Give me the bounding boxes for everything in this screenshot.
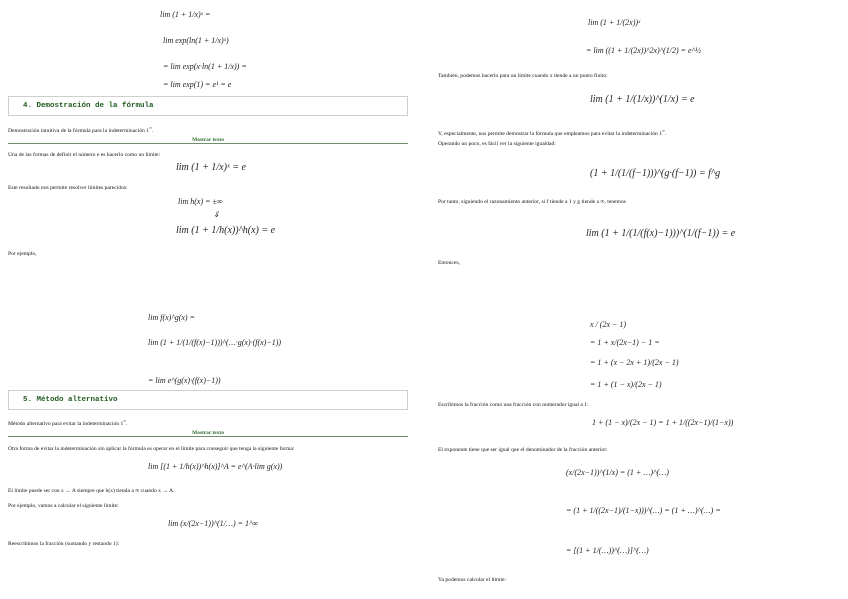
section4-p3: Por ejemplo, [8, 251, 37, 257]
section4-eq2b: ⇓ [213, 210, 220, 219]
section5-p1: Otra forma de evitar la indeterminación sin aplicar la fórmula es operar en el límite para conseguir que tenga la siguiente forma: [8, 446, 295, 452]
section-heading-4: 4. Demostración de la fórmula [8, 96, 408, 116]
section5-p2: El límite puede ser con x → A siempre que h(x) tienda a ∞ cuando x → A. [8, 488, 175, 494]
left-column [8, 0, 408, 599]
right-eq-mid-4: = 1 + (1 − x)/(2x − 1) [590, 380, 662, 389]
right-equation-top-2: = lim ((1 + 1/(2x))^2x)^(1/2) = e^½ [586, 46, 701, 55]
equation-mid-1: lim f(x)^g(x) = [148, 313, 195, 322]
right-eq-mid-3: = 1 + (x − 2x + 1)/(2x − 1) [590, 358, 679, 367]
right-p2: Y, especialmente, nos permite demostrar la fórmula que empleamos para evitar la indeterminación 1∞. [438, 128, 667, 137]
section4-eq2a: lim h(x) = ±∞ [178, 197, 223, 206]
right-p3: Operando un poco, es fácil ver la siguiente igualdad: [438, 141, 556, 147]
right-eq4: 1 + (1 − x)/(2x − 1) = 1 + 1/((2x−1)/(1−x)) [592, 418, 734, 427]
show-text-toggle-5[interactable]: Mostrar texto [8, 430, 408, 437]
section5-eq1: lim [(1 + 1/h(x))^h(x)]^A = e^(A·lim g(x)) [148, 462, 283, 471]
right-eq5-1: (x/(2x−1))^(1/x) = (1 + …)^(…) [566, 468, 669, 477]
right-equation-top-1: lim (1 + 1/(2x))ˣ [588, 18, 641, 27]
right-p4: Por tanto, siguiendo el razonamiento anterior, si f tiende a 1 y g tiende a ∞, tenemos [438, 199, 626, 205]
equation-top-3: = lim exp(x·ln(1 + 1/x)) = [163, 62, 247, 71]
equation-mid-2: lim (1 + 1/(1/(f(x)−1)))^(…·g(x)·(f(x)−1)) [148, 338, 282, 347]
right-eq5-3: = [(1 + 1/(…))^(…)]^(…) [566, 546, 649, 555]
section5-p3: Por ejemplo, vamos a calcular el siguiente límite: [8, 503, 119, 509]
right-p1: También, podemos hacerlo para un límite cuando x tiende a un punto finito: [438, 73, 608, 79]
right-eq3: lim (1 + 1/(1/(f(x)−1)))^(1/(f−1)) = e [586, 228, 736, 239]
section4-intro: Demostración intuitiva de la fórmula para la indeterminación 1∞. [8, 125, 154, 134]
section-heading-5: 5. Método alternativo [8, 390, 408, 410]
right-eq1: lim (1 + 1/(1/x))^(1/x) = e [590, 94, 695, 105]
right-p6: Escribimos la fracción como una fracción con numerador igual a 1: [438, 402, 589, 408]
section5-p4: Reescribimos la fracción (sumando y restando 1): [8, 541, 120, 547]
right-eq-mid-1: x / (2x − 1) [590, 320, 627, 329]
right-eq2: (1 + 1/(1/(f−1)))^(g·(f−1)) = f^g [590, 168, 721, 179]
section4-p2: Este resultado nos permite resolver límites parecidos: [8, 185, 128, 191]
right-p7: El exponente tiene que ser igual que el denominador de la fracción anterior: [438, 447, 608, 453]
right-eq-mid-2: = 1 + x/(2x−1) − 1 = [590, 338, 660, 347]
section4-eq1: lim (1 + 1/x)ˣ = e [176, 162, 246, 173]
equation-top-1: lim (1 + 1/x)ˣ = [160, 10, 211, 19]
right-eq5-2: = (1 + 1/((2x−1)/(1−x)))^(…) = (1 + …)^(…) = [566, 506, 721, 515]
equation-top-2: lim exp(ln(1 + 1/x)ˣ) [163, 36, 229, 45]
equation-mid-3: = lim e^(g(x)·(f(x)−1)) [148, 376, 221, 385]
right-p5: Entonces, [438, 260, 460, 266]
show-text-toggle-4[interactable]: Mostrar texto [8, 137, 408, 144]
section5-eq2: lim (x/(2x−1))^(1/…) = 1^∞ [168, 519, 259, 528]
section4-p1: Una de las formas de definir el número e es hacerlo como un límite: [8, 152, 161, 158]
right-column [438, 0, 838, 599]
right-p8: Ya podemos calcular el límite: [438, 577, 507, 583]
section5-intro: Método alternativo para evitar la indeterminación 1∞. [8, 418, 128, 427]
equation-top-4: = lim exp(1) = e¹ = e [163, 80, 232, 89]
section4-eq2c: lim (1 + 1/h(x))^h(x) = e [176, 225, 276, 236]
